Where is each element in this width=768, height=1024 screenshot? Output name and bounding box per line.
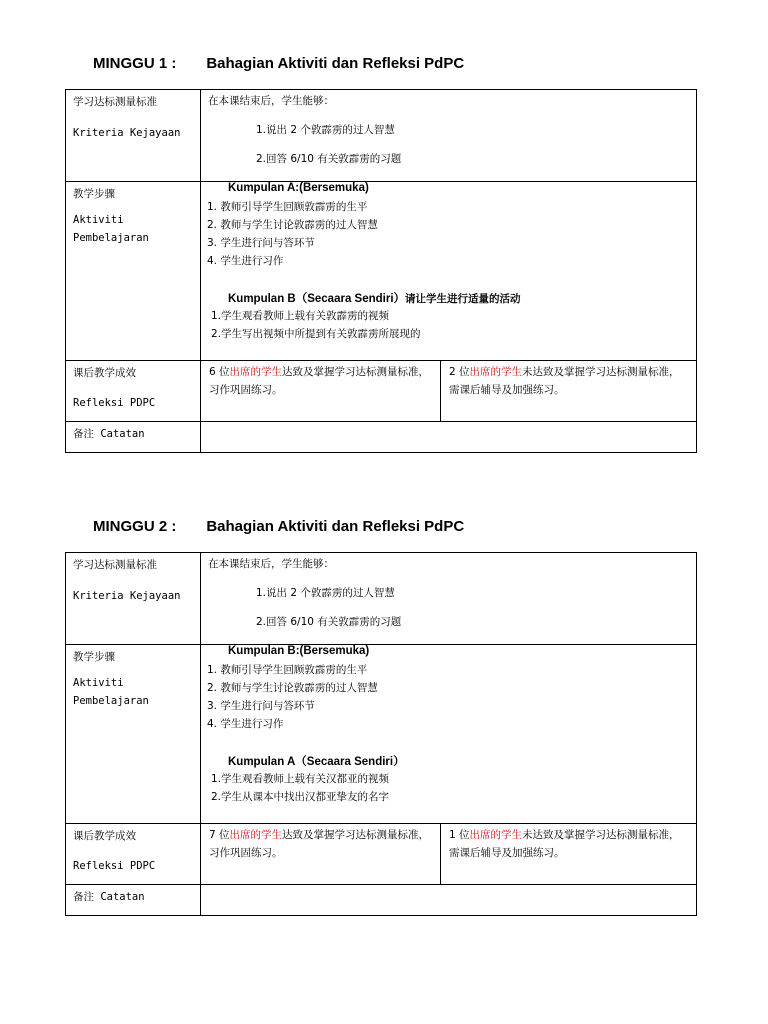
group-2-title-line	[228, 753, 405, 769]
group-1-step: 3. 学生进行问与答环节	[207, 700, 315, 712]
result-label-cell	[66, 361, 201, 422]
criteria-label-cell	[66, 90, 201, 182]
group-1-step: 3. 学生进行问与答环节	[207, 237, 315, 249]
result-not-mastered-cell	[441, 361, 697, 422]
group-1-step: 2. 教师与学生讨论敦霹雳的过人智慧	[207, 682, 378, 694]
result-text: 未达致及掌握学习达标测量标准，需课后辅导及加强练习。	[449, 829, 680, 859]
result-mastered-cell	[201, 361, 441, 422]
result-count: 7 位	[209, 829, 230, 841]
group-1-title: Kumpulan A:(Bersemuka)	[228, 182, 369, 194]
notes-label: 备注 Catatan	[73, 891, 145, 903]
result-not-mastered-cell	[441, 824, 697, 885]
group-1-title: Kumpulan B:(Bersemuka)	[228, 645, 370, 657]
result-text: 未达致及掌握学习达标测量标准，需课后辅导及加强练习。	[449, 366, 680, 396]
steps-label-cn: 教学步骤	[73, 651, 115, 663]
steps-label-cell	[66, 645, 201, 824]
group-1-step: 4. 学生进行习作	[207, 718, 284, 730]
notes-label-cell	[66, 885, 201, 916]
steps-label-ms: Aktiviti	[73, 677, 124, 689]
week-1-table	[65, 89, 697, 453]
steps-content-cell	[201, 182, 697, 361]
steps-content-cell	[201, 645, 697, 824]
criteria-label-ms: Kriteria Kejayaan	[73, 127, 181, 139]
week-heading-title: Bahagian Aktiviti dan Refleksi PdPC	[206, 518, 465, 535]
criteria-item: 1.说出 2 个敦霹雳的过人智慧	[256, 124, 395, 136]
attending-students-text: 出席的学生	[469, 366, 523, 378]
notes-label: 备注 Catatan	[73, 428, 145, 440]
result-label-ms: Refleksi PDPC	[73, 860, 156, 872]
criteria-item: 2.回答 6/10 有关敦霹雳的习题	[256, 153, 402, 165]
result-mastered-cell	[201, 824, 441, 885]
attending-students-text: 出席的学生	[469, 829, 523, 841]
week-heading-number: MINGGU 2 :	[93, 518, 177, 535]
group-1-step: 4. 学生进行习作	[207, 255, 284, 267]
attending-students-text: 出席的学生	[229, 829, 283, 841]
notes-label-cell	[66, 422, 201, 453]
steps-label-cell	[66, 182, 201, 361]
result-count: 6 位	[209, 366, 230, 378]
steps-label-ms: Aktiviti	[73, 214, 124, 226]
group-2-note: 请让学生进行适量的活动	[405, 293, 521, 305]
group-2-title-line	[228, 290, 521, 306]
week-heading	[93, 55, 464, 72]
criteria-content-cell	[201, 90, 697, 182]
group-2-step: 1.学生观看教师上载有关敦霹雳的视频	[211, 310, 390, 322]
group-2-title: Kumpulan B（Secaara Sendiri）	[228, 293, 406, 305]
criteria-item: 2.回答 6/10 有关敦霹雳的习题	[256, 616, 402, 628]
group-1-step: 2. 教师与学生讨论敦霹雳的过人智慧	[207, 219, 378, 231]
criteria-label-cn: 学习达标测量标准	[73, 96, 157, 108]
group-2-step: 2.学生写出视频中所提到有关敦霹雳所展现的	[211, 328, 421, 340]
criteria-label-ms: Kriteria Kejayaan	[73, 590, 181, 602]
criteria-item: 1.说出 2 个敦霹雳的过人智慧	[256, 587, 395, 599]
result-label-ms: Refleksi PDPC	[73, 397, 156, 409]
result-text: 达致及掌握学习达标测量标准，习作巩固练习。	[209, 366, 430, 396]
notes-content-cell[interactable]	[201, 885, 697, 916]
notes-content-cell[interactable]	[201, 422, 697, 453]
criteria-label-cell	[66, 553, 201, 645]
criteria-intro: 在本课结束后，学生能够：	[208, 95, 334, 107]
week-heading	[93, 518, 464, 535]
result-label-cn: 课后教学成效	[73, 830, 136, 842]
week-2-table	[65, 552, 697, 916]
week-heading-number: MINGGU 1 :	[93, 55, 177, 72]
steps-label-ms: Pembelajaran	[73, 232, 149, 244]
group-1-step: 1. 教师引导学生回顾敦霹雳的生平	[207, 201, 368, 213]
criteria-label-cn: 学习达标测量标准	[73, 559, 157, 571]
result-label-cn: 课后教学成效	[73, 367, 136, 379]
steps-label-cn: 教学步骤	[73, 188, 115, 200]
criteria-content-cell	[201, 553, 697, 645]
group-2-step: 1.学生观看教师上载有关汉都亚的视频	[211, 773, 390, 785]
group-1-step: 1. 教师引导学生回顾敦霹雳的生平	[207, 664, 368, 676]
result-count: 1 位	[449, 829, 470, 841]
steps-label-ms: Pembelajaran	[73, 695, 149, 707]
criteria-intro: 在本课结束后，学生能够：	[208, 558, 334, 570]
result-count: 2 位	[449, 366, 470, 378]
group-2-title: Kumpulan A（Secaara Sendiri）	[228, 756, 405, 768]
result-label-cell	[66, 824, 201, 885]
attending-students-text: 出席的学生	[229, 366, 283, 378]
result-text: 达致及掌握学习达标测量标准，习作巩固练习。	[209, 829, 430, 859]
group-2-step: 2.学生从课本中找出汉都亚挚友的名字	[211, 791, 390, 803]
week-heading-title: Bahagian Aktiviti dan Refleksi PdPC	[206, 55, 465, 72]
